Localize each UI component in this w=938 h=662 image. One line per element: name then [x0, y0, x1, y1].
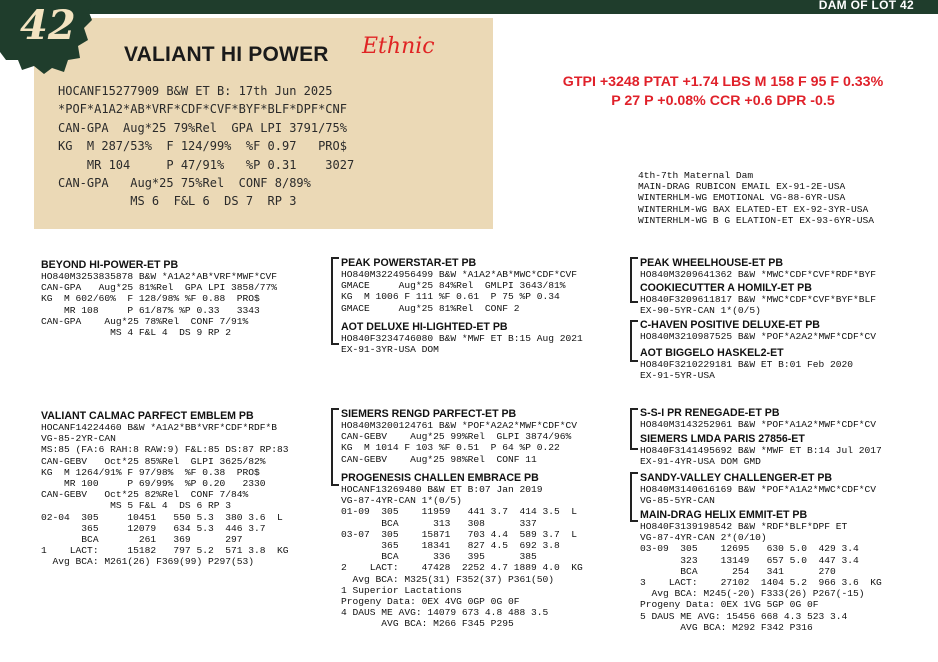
sss-line: HO840M3209641362 B&W *MWC*CDF*CVF*RDF*BYF: [640, 269, 877, 280]
sds-block: [640, 319, 876, 342]
ssd-details: [640, 294, 876, 316]
dds-line: VG-85-5YR-CAN: [640, 495, 715, 507]
ss-name: PEAK POWERSTAR-ET PB: [341, 257, 477, 269]
sd-line: HO840F3234746080 B&W *MWF ET B:15 Aug 2021: [341, 333, 583, 344]
ss-block: [341, 257, 577, 314]
sire-line: HO840M3253835878 B&W *A1A2*AB*VRF*MWF*CVF: [41, 271, 278, 282]
dam-bracket: [331, 408, 339, 486]
sss-details: [640, 269, 876, 280]
sdd-details: [640, 359, 853, 381]
sd-block: [341, 321, 583, 355]
ddd-line: Progeny Data: 0EX 1VG 5GP 0G 0F: [640, 599, 819, 611]
animal-details: [58, 82, 354, 211]
ds-block: [341, 408, 577, 465]
ethnic-tag: Ethnic: [362, 34, 435, 59]
dd-line: 365 18341 827 4.5 692 3.8: [341, 540, 560, 552]
dd-details: [341, 484, 583, 630]
ds-name: SIEMERS RENGD PARFECT-ET PB: [341, 408, 517, 420]
dds-block: [640, 472, 876, 506]
sds-name: C-HAVEN POSITIVE DELUXE-ET PB: [640, 319, 820, 331]
ddd-line: 03-09 305 12695 630 5.0 429 3.4: [640, 543, 859, 555]
ddd-name: MAIN-DRAG HELIX EMMIT-ET PB: [640, 509, 808, 521]
ddd-line: HO840F3139198542 B&W *RDF*BLF*DPF ET: [640, 521, 848, 532]
dd-line: VG-87-4YR-CAN 1*(0/5): [341, 495, 462, 507]
ds-details: [341, 420, 577, 465]
ds-parents-bracket: [630, 408, 638, 450]
ssd-block: [640, 282, 876, 316]
ddd-block: [640, 509, 882, 633]
dam-name: VALIANT CALMAC PARFECT EMBLEM PB: [41, 410, 254, 422]
dd-line: Progeny Data: 0EX 4VG 0GP 0G 0F: [341, 596, 520, 608]
sdd-name: AOT BIGGELO HASKEL2-ET: [640, 347, 784, 359]
ss-details: [341, 269, 577, 314]
dd-line: Avg BCA: M325(31) F352(37) P361(50): [341, 573, 555, 585]
dam-line: VG-85-2YR-CAN: [41, 433, 116, 445]
sd-name: AOT DELUXE HI-LIGHTED-ET PB: [341, 321, 508, 333]
sss-block: [640, 257, 876, 280]
detail-line: HOCANF15277909 B&W ET B: 17th Jun 2025: [58, 84, 333, 98]
ddd-line: VG-87-4YR-CAN 2*(0/10): [640, 532, 767, 544]
dam-line: MR 100 P 69/99% %P 0.20 2330: [41, 478, 266, 490]
detail-line: CAN-GPA Aug*25 79%Rel GPA LPI 3791/75%: [58, 120, 347, 135]
dss-details: [640, 419, 876, 430]
maternal-line: WINTERHLM-WG BAX ELATED-ET EX-92-3YR-USA: [638, 203, 869, 215]
dsd-name: SIEMERS LMDA PARIS 27856-ET: [640, 433, 805, 445]
ds-line: HO840M3200124761 B&W *POF*A2A2*MWF*CDF*CV: [341, 420, 578, 431]
header-bar: [0, 0, 938, 14]
maternal-line: 4th-7th Maternal Dam: [638, 170, 754, 181]
dam-line: CAN-GEBV Oct*25 82%Rel CONF 7/84%: [41, 489, 249, 501]
dd-line: 1 Superior Lactations: [341, 584, 462, 596]
sdd-line: EX-91-5YR-USA: [640, 370, 715, 382]
dd-line: 2 LACT: 47428 2252 4.7 1889 4.0 KG: [341, 562, 583, 574]
ds-line: CAN-GEBV Aug*25 98%Rel CONF 11: [341, 453, 537, 465]
sire-details: [41, 271, 277, 338]
maternal-line: WINTERHLM-WG B G ELATION-ET EX-93-6YR-USA: [638, 214, 875, 226]
ss-line: GMACE Aug*25 81%Rel CONF 2: [341, 302, 520, 314]
detail-line: KG M 287/53% F 124/99% %F 0.97 PRO$: [58, 139, 347, 154]
ds-line: CAN-GEBV Aug*25 99%Rel GLPI 3874/96%: [341, 431, 572, 443]
dam-of-lot-label: DAM OF LOT 42: [818, 0, 914, 12]
sdd-block: [640, 347, 853, 381]
detail-line: MS 6 F&L 6 DS 7 RP 3: [58, 194, 297, 209]
ssd-line: HO840F3209611817 B&W *MWC*CDF*CVF*BYF*BLF: [640, 294, 877, 305]
dam-line: 02-04 305 10451 550 5.3 380 3.6 L: [41, 511, 283, 523]
ds-line: KG M 1014 F 103 %F 0.51 P 64 %P 0.22: [341, 442, 560, 454]
gtpi-line: P 27 P +0.08% CCR +0.6 DPR -0.5: [611, 93, 835, 109]
ddd-line: AVG BCA: M292 F342 P316: [640, 621, 813, 633]
ddd-details: [640, 521, 882, 633]
dss-name: S-S-I PR RENEGADE-ET PB: [640, 407, 780, 419]
dsd-line: EX-91-4YR-USA DOM GMD: [640, 456, 761, 468]
dds-details: [640, 484, 876, 506]
dam-line: Avg BCA: M261(26) F369(99) P297(53): [41, 556, 255, 568]
dam-line: KG M 1264/91% F 97/98% %F 0.38 PRO$: [41, 466, 260, 478]
ddd-line: 5 DAUS ME AVG: 15456 668 4.3 523 3.4: [640, 610, 848, 622]
ddd-line: 323 13149 657 5.0 447 3.4: [640, 554, 859, 566]
maternal-dams: [638, 170, 874, 226]
sd-parents-bracket: [630, 320, 638, 362]
dd-name: PROGENESIS CHALLEN EMBRACE PB: [341, 472, 539, 484]
dam-line: CAN-GEBV Oct*25 85%Rel GLPI 3625/82%: [41, 455, 266, 467]
sire-line: MR 108 P 61/87% %P 0.33 3343: [41, 304, 260, 316]
sss-name: PEAK WHEELHOUSE-ET PB: [640, 257, 784, 269]
dam-details: [41, 422, 289, 568]
dd-line: HOCANF13269480 B&W ET B:07 Jan 2019: [341, 484, 543, 495]
dsd-block: [640, 433, 882, 467]
sdd-line: HO840F3210229181 B&W ET B:01 Feb 2020: [640, 359, 854, 370]
ss-line: HO840M3224956499 B&W *A1A2*AB*MWC*CDF*CVF: [341, 269, 578, 280]
maternal-line: WINTERHLM-WG EMOTIONAL VG-88-6YR-USA: [638, 192, 846, 204]
detail-line: CAN-GPA Aug*25 75%Rel CONF 8/89%: [58, 176, 311, 191]
gtpi-line: GTPI +3248 PTAT +1.74 LBS M 158 F 95 F 0.33%: [562, 74, 884, 90]
gtpi-summary: [508, 73, 938, 111]
dam-line: 365 12079 634 5.3 446 3.7: [41, 522, 266, 534]
sire-name: BEYOND HI-POWER-ET PB: [41, 259, 179, 271]
sire-line: CAN-GPA Aug*25 81%Rel GPA LPI 3858/77%: [41, 282, 278, 294]
dds-name: SANDY-VALLEY CHALLENGER-ET PB: [640, 472, 833, 484]
detail-line: *POF*A1A2*AB*VRF*CDF*CVF*BYF*BLF*DPF*CNF: [58, 102, 347, 117]
ss-line: GMACE Aug*25 84%Rel GMLPI 3643/81%: [341, 280, 566, 292]
dss-line: HO840M3143252961 B&W *POF*A1A2*MWF*CDF*CV: [640, 419, 877, 430]
dd-parents-bracket: [630, 472, 638, 522]
dd-line: BCA 313 308 337: [341, 517, 537, 529]
sire-line: MS 4 F&L 4 DS 9 RP 2: [41, 327, 231, 339]
ssd-name: COOKIECUTTER A HOMILY-ET PB: [640, 282, 812, 294]
dd-block: [341, 472, 583, 630]
lot-number: 42: [20, 2, 76, 49]
dam-line: MS 5 F&L 4 DS 6 RP 3: [41, 500, 231, 512]
animal-name: VALIANT HI POWER: [124, 43, 329, 66]
sire-block: [41, 259, 277, 338]
ddd-line: 3 LACT: 27102 1404 5.2 966 3.6 KG: [640, 577, 882, 589]
dam-line: 1 LACT: 15182 797 5.2 571 3.8 KG: [41, 545, 289, 557]
dsd-line: HO840F3141495692 B&W *MWF ET B:14 Jul 2017: [640, 445, 882, 456]
dd-line: AVG BCA: M266 F345 P295: [341, 618, 514, 630]
sire-line: KG M 602/60% F 128/98% %F 0.88 PRO$: [41, 293, 260, 305]
dam-line: MS:85 (FA:6 RAH:8 RAW:9) F&L:85 DS:87 RP:83: [41, 444, 289, 456]
dsd-details: [640, 445, 882, 467]
ddd-line: Avg BCA: M245(-20) F333(26) P267(-15): [640, 588, 865, 600]
dd-line: 01-09 305 11959 441 3.7 414 3.5 L: [341, 506, 578, 518]
sire-line: CAN-GPA Aug*25 78%Rel CONF 7/91%: [41, 315, 249, 327]
dam-line: HOCANF14224460 B&W *A1A2*BB*VRF*CDF*RDF*B: [41, 422, 278, 433]
sds-details: [640, 331, 876, 342]
ddd-line: BCA 254 341 270: [640, 565, 836, 577]
dam-line: BCA 261 369 297: [41, 534, 243, 546]
ssd-line: EX-90-5YR-CAN 1*(0/5): [640, 305, 761, 317]
dss-block: [640, 407, 876, 430]
dd-line: BCA 336 395 385: [341, 551, 537, 563]
sire-bracket: [331, 257, 339, 345]
maternal-line: MAIN-DRAG RUBICON EMAIL EX-91-2E-USA: [638, 181, 846, 193]
ss-parents-bracket: [630, 257, 638, 303]
detail-line: MR 104 P 47/91% %P 0.31 3027: [58, 157, 355, 172]
sds-line: HO840M3210987525 B&W *POF*A2A2*MWF*CDF*CV: [640, 331, 877, 342]
ss-line: KG M 1006 F 111 %F 0.61 P 75 %P 0.34: [341, 291, 560, 303]
sd-line: EX-91-3YR-USA DOM: [341, 344, 439, 356]
dds-line: HO840M3140616169 B&W *POF*A1A2*MWC*CDF*CV: [640, 484, 877, 495]
dam-block: [41, 410, 289, 568]
dd-line: 03-07 305 15871 703 4.4 589 3.7 L: [341, 528, 578, 540]
sd-details: [341, 333, 583, 355]
dd-line: 4 DAUS ME AVG: 14079 673 4.8 488 3.5: [341, 607, 549, 619]
